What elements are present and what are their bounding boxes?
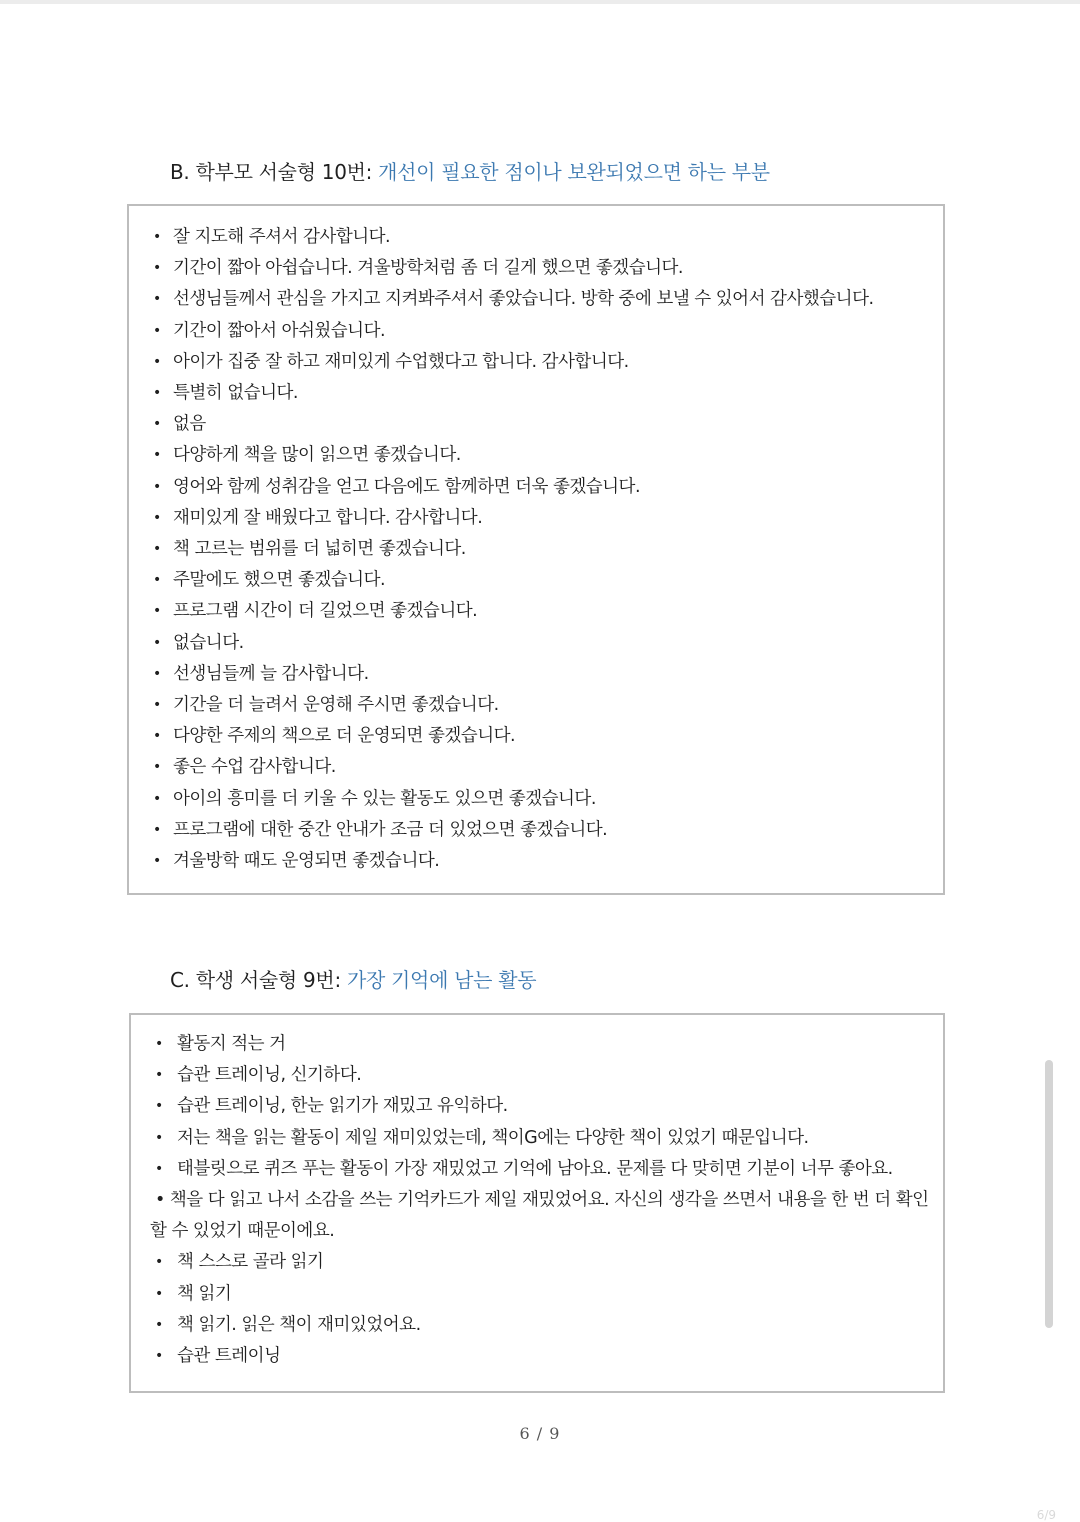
bullet-icon: •: [155, 1160, 163, 1177]
list-item-text: 좋은 수업 감사합니다.: [173, 757, 336, 778]
list-item: [150, 534, 943, 565]
bullet-icon: •: [153, 260, 161, 277]
list-item-text: 책 고르는 범위를 더 넓히면 좋겠습니다.: [173, 539, 466, 560]
list-item-text: 특별히 없습니다.: [173, 383, 298, 404]
bullet-icon: •: [153, 447, 161, 464]
list-item: [150, 1060, 943, 1091]
faint-page-indicator: 6/9: [1036, 1508, 1056, 1522]
list-item-text: 습관 트레이닝, 신기하다.: [177, 1065, 362, 1086]
list-item: [150, 440, 943, 471]
list-item: [150, 565, 943, 596]
bullet-icon: •: [155, 1036, 163, 1052]
list-item-text: 아이의 흥미를 더 키울 수 있는 활동도 있으면 좋겠습니다.: [173, 788, 596, 809]
bullet-icon: •: [153, 821, 161, 838]
section-c-answer-list: [150, 1029, 943, 1185]
list-item-text: 습관 트레이닝: [177, 1346, 281, 1367]
list-item: [150, 253, 943, 284]
list-item-text: 습관 트레이닝, 한눈 읽기가 재밌고 유익하다.: [177, 1096, 508, 1117]
list-item: [150, 846, 943, 877]
list-item-text: 선생님들께서 관심을 가지고 지켜봐주셔서 좋았습니다. 방학 중에 보낼 수 있어서 감사했습니다.: [173, 289, 874, 310]
list-item-text: 활동지 적는 거: [177, 1034, 286, 1054]
bullet-icon: •: [153, 572, 161, 589]
section-c-topic: 가장 기억에 남는 활동: [346, 968, 537, 992]
bullet-icon: •: [153, 478, 161, 495]
bullet-icon: •: [153, 291, 161, 308]
bullet-icon: •: [153, 697, 161, 714]
section-b-answer-list: [150, 222, 943, 877]
bullet-icon: •: [155, 1067, 163, 1084]
bullet-icon: •: [153, 634, 161, 651]
bullet-icon: •: [153, 541, 161, 558]
list-item-text: 없음: [173, 414, 206, 435]
bullet-icon: •: [155, 1316, 163, 1333]
list-item-text: 겨울방학 때도 운영되면 좋겠습니다.: [173, 851, 440, 872]
list-item: [150, 1091, 943, 1122]
list-item: [150, 815, 943, 846]
list-item-text: 기간이 짧아 아쉽습니다. 겨울방학처럼 좀 더 길게 했으면 좋겠습니다.: [173, 258, 683, 279]
bullet-icon: •: [153, 322, 161, 339]
list-item: [150, 378, 943, 409]
list-item-text: 잘 지도해 주셔서 감사합니다.: [173, 227, 391, 247]
list-item: [150, 1247, 943, 1278]
section-c-answer-box: [129, 1013, 945, 1393]
list-item: [150, 316, 943, 347]
section-c-label: C. 학생 서술형 9번:: [170, 968, 347, 992]
list-item: [150, 472, 943, 503]
list-item-text: 책 스스로 골라 읽기: [177, 1252, 324, 1273]
section-b-topic: 개선이 필요한 점이나 보완되었으면 하는 부분: [378, 160, 770, 184]
list-item-text: 저는 책을 읽는 활동이 제일 재미있었는데, 책이G에는 다양한 책이 있었기 때문입니다.: [177, 1127, 809, 1148]
section-b-heading: [170, 158, 770, 186]
bullet-icon: •: [153, 509, 161, 526]
scrollbar-thumb[interactable]: [1045, 1060, 1053, 1328]
list-item-text: 다양한 주제의 책으로 더 운영되면 좋겠습니다.: [173, 726, 516, 747]
bullet-icon: •: [155, 1348, 163, 1365]
bullet-icon: •: [153, 353, 161, 370]
list-item-text: 아이가 집중 잘 하고 재미있게 수업했다고 합니다. 감사합니다.: [173, 351, 629, 372]
list-item-text: 영어와 함께 성취감을 얻고 다음에도 함께하면 더욱 좋겠습니다.: [173, 476, 641, 497]
list-item: [150, 784, 943, 815]
bullet-icon: •: [153, 759, 161, 776]
list-item-text: 책 읽기. 읽은 책이 재미있었어요.: [177, 1314, 421, 1335]
list-item: [150, 1154, 943, 1185]
bullet-icon: •: [155, 1098, 163, 1115]
list-item: [150, 690, 943, 721]
section-c-answer-list-continued: [150, 1247, 943, 1372]
bullet-icon: •: [153, 385, 161, 402]
list-item-text: 없습니다.: [173, 632, 244, 653]
list-item: [150, 409, 943, 440]
bullet-icon: •: [153, 665, 161, 682]
list-item-text: 태블릿으로 퀴즈 푸는 활동이 가장 재밌었고 기억에 남아요. 문제를 다 맞히면 기분이 너무 좋아요.: [177, 1158, 893, 1179]
list-item-text: 선생님들께 늘 감사합니다.: [173, 663, 369, 684]
page-number: 6 / 9: [519, 1424, 561, 1443]
list-item: [150, 1029, 943, 1060]
list-item-text: 기간이 짧아서 아쉬웠습니다.: [173, 320, 386, 341]
list-item-text: 기간을 더 늘려서 운영해 주시면 좋겠습니다.: [173, 695, 499, 716]
bullet-icon: •: [155, 1285, 163, 1302]
section-c-long-item: • 책을 다 읽고 나서 소감을 쓰는 기억카드가 제일 재밌었어요. 자신의 생각을 쓰면서 내용을 한 번 더 확인할 수 있었기 때문이에요.: [150, 1190, 929, 1242]
list-item-text: 프로그램 시간이 더 길었으면 좋겠습니다.: [173, 601, 478, 622]
list-item-text: 책 읽기: [177, 1283, 232, 1304]
bullet-icon: •: [153, 853, 161, 870]
list-item: [150, 1310, 943, 1341]
list-item: [150, 503, 943, 534]
list-item: [150, 222, 943, 253]
list-item-text: 다양하게 책을 많이 읽으면 좋겠습니다.: [173, 445, 461, 466]
section-b-label: B. 학부모 서술형 10번:: [170, 160, 379, 184]
list-item: [150, 659, 943, 690]
section-b-answer-box: [127, 204, 945, 895]
bullet-icon: •: [153, 603, 161, 620]
list-item: [150, 284, 943, 315]
list-item: [150, 752, 943, 783]
list-item: [150, 1123, 943, 1154]
list-item: [150, 1341, 943, 1372]
section-c-heading: [170, 966, 536, 994]
list-item: [150, 628, 943, 659]
bullet-icon: •: [155, 1254, 163, 1271]
bullet-icon: •: [155, 1129, 163, 1146]
list-item: [150, 721, 943, 752]
list-item-text: 재미있게 잘 배웠다고 합니다. 감사합니다.: [173, 507, 483, 528]
list-item-text: 주말에도 했으면 좋겠습니다.: [173, 570, 386, 591]
bullet-icon: •: [153, 790, 161, 807]
list-item-text: 프로그램에 대한 중간 안내가 조금 더 있었으면 좋겠습니다.: [173, 819, 608, 840]
list-item: [150, 1279, 943, 1310]
top-divider: [0, 0, 1080, 4]
bullet-icon: •: [153, 416, 161, 433]
list-item: [150, 596, 943, 627]
bullet-icon: •: [153, 229, 161, 245]
list-item: [150, 347, 943, 378]
bullet-icon: •: [153, 728, 161, 745]
